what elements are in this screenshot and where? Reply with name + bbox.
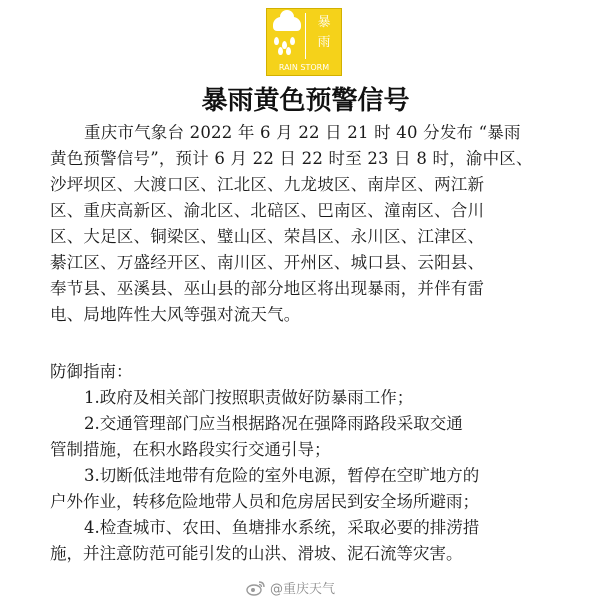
icon-char-top: 暴 [317, 15, 331, 30]
body-line: 綦江区、万盛经开区、南川区、开州区、城口县、云阳县、 [50, 253, 485, 272]
body-line: 区、大足区、铜梁区、璧山区、荣昌区、永川区、江津区、 [50, 227, 485, 246]
guide-item: 3.切断低洼地带有危险的室外电源，暂停在空旷地方的 [84, 466, 480, 485]
body-line: 电、局地阵性大风等强对流天气。 [50, 305, 301, 324]
guide-item: 2.交通管理部门应当根据路况在强降雨路段采取交通 [84, 414, 463, 433]
cloud-icon [273, 17, 301, 31]
guide-item: 户外作业，转移危险地带人员和危房居民到安全场所避雨； [50, 492, 479, 511]
body-line: 黄色预警信号”，预计 6 月 22 日 22 时至 23 日 8 时，渝中区、 [50, 149, 533, 168]
watermark-text: @重庆天气 [270, 582, 336, 597]
page-title: 暴雨黄色预警信号 [201, 86, 410, 116]
watermark [246, 578, 335, 597]
icon-caption: RAIN STORM [278, 63, 330, 72]
guide-item: 1.政府及相关部门按照职责做好防暴雨工作； [84, 388, 414, 407]
guide-item: 施，并注意防范可能引发的山洪、滑坡、泥石流等灾害。 [50, 544, 463, 563]
body-line: 重庆市气象台 2022 年 6 月 22 日 21 时 40 分发布 “暴雨 [84, 123, 521, 142]
guide-list [50, 385, 560, 567]
guide-heading: 防御指南： [50, 362, 133, 381]
guide-item: 管制措施，在积水路段实行交通引导； [50, 440, 331, 459]
raindrops-icon [274, 35, 302, 55]
weibo-icon [246, 580, 266, 596]
guide-item: 4.检查城市、农田、鱼塘排水系统，采取必要的排涝措 [84, 518, 480, 537]
warning-body [50, 120, 550, 328]
icon-divider [305, 13, 306, 59]
icon-char-bottom: 雨 [317, 35, 331, 50]
body-line: 奉节县、巫溪县、巫山县的部分地区将出现暴雨，并伴有雷 [50, 279, 485, 298]
body-line: 沙坪坝区、大渡口区、江北区、九龙坡区、南岸区、两江新 [50, 175, 485, 194]
rainstorm-warning-icon [266, 8, 342, 76]
body-line: 区、重庆高新区、渝北区、北碚区、巴南区、潼南区、合川 [50, 201, 485, 220]
